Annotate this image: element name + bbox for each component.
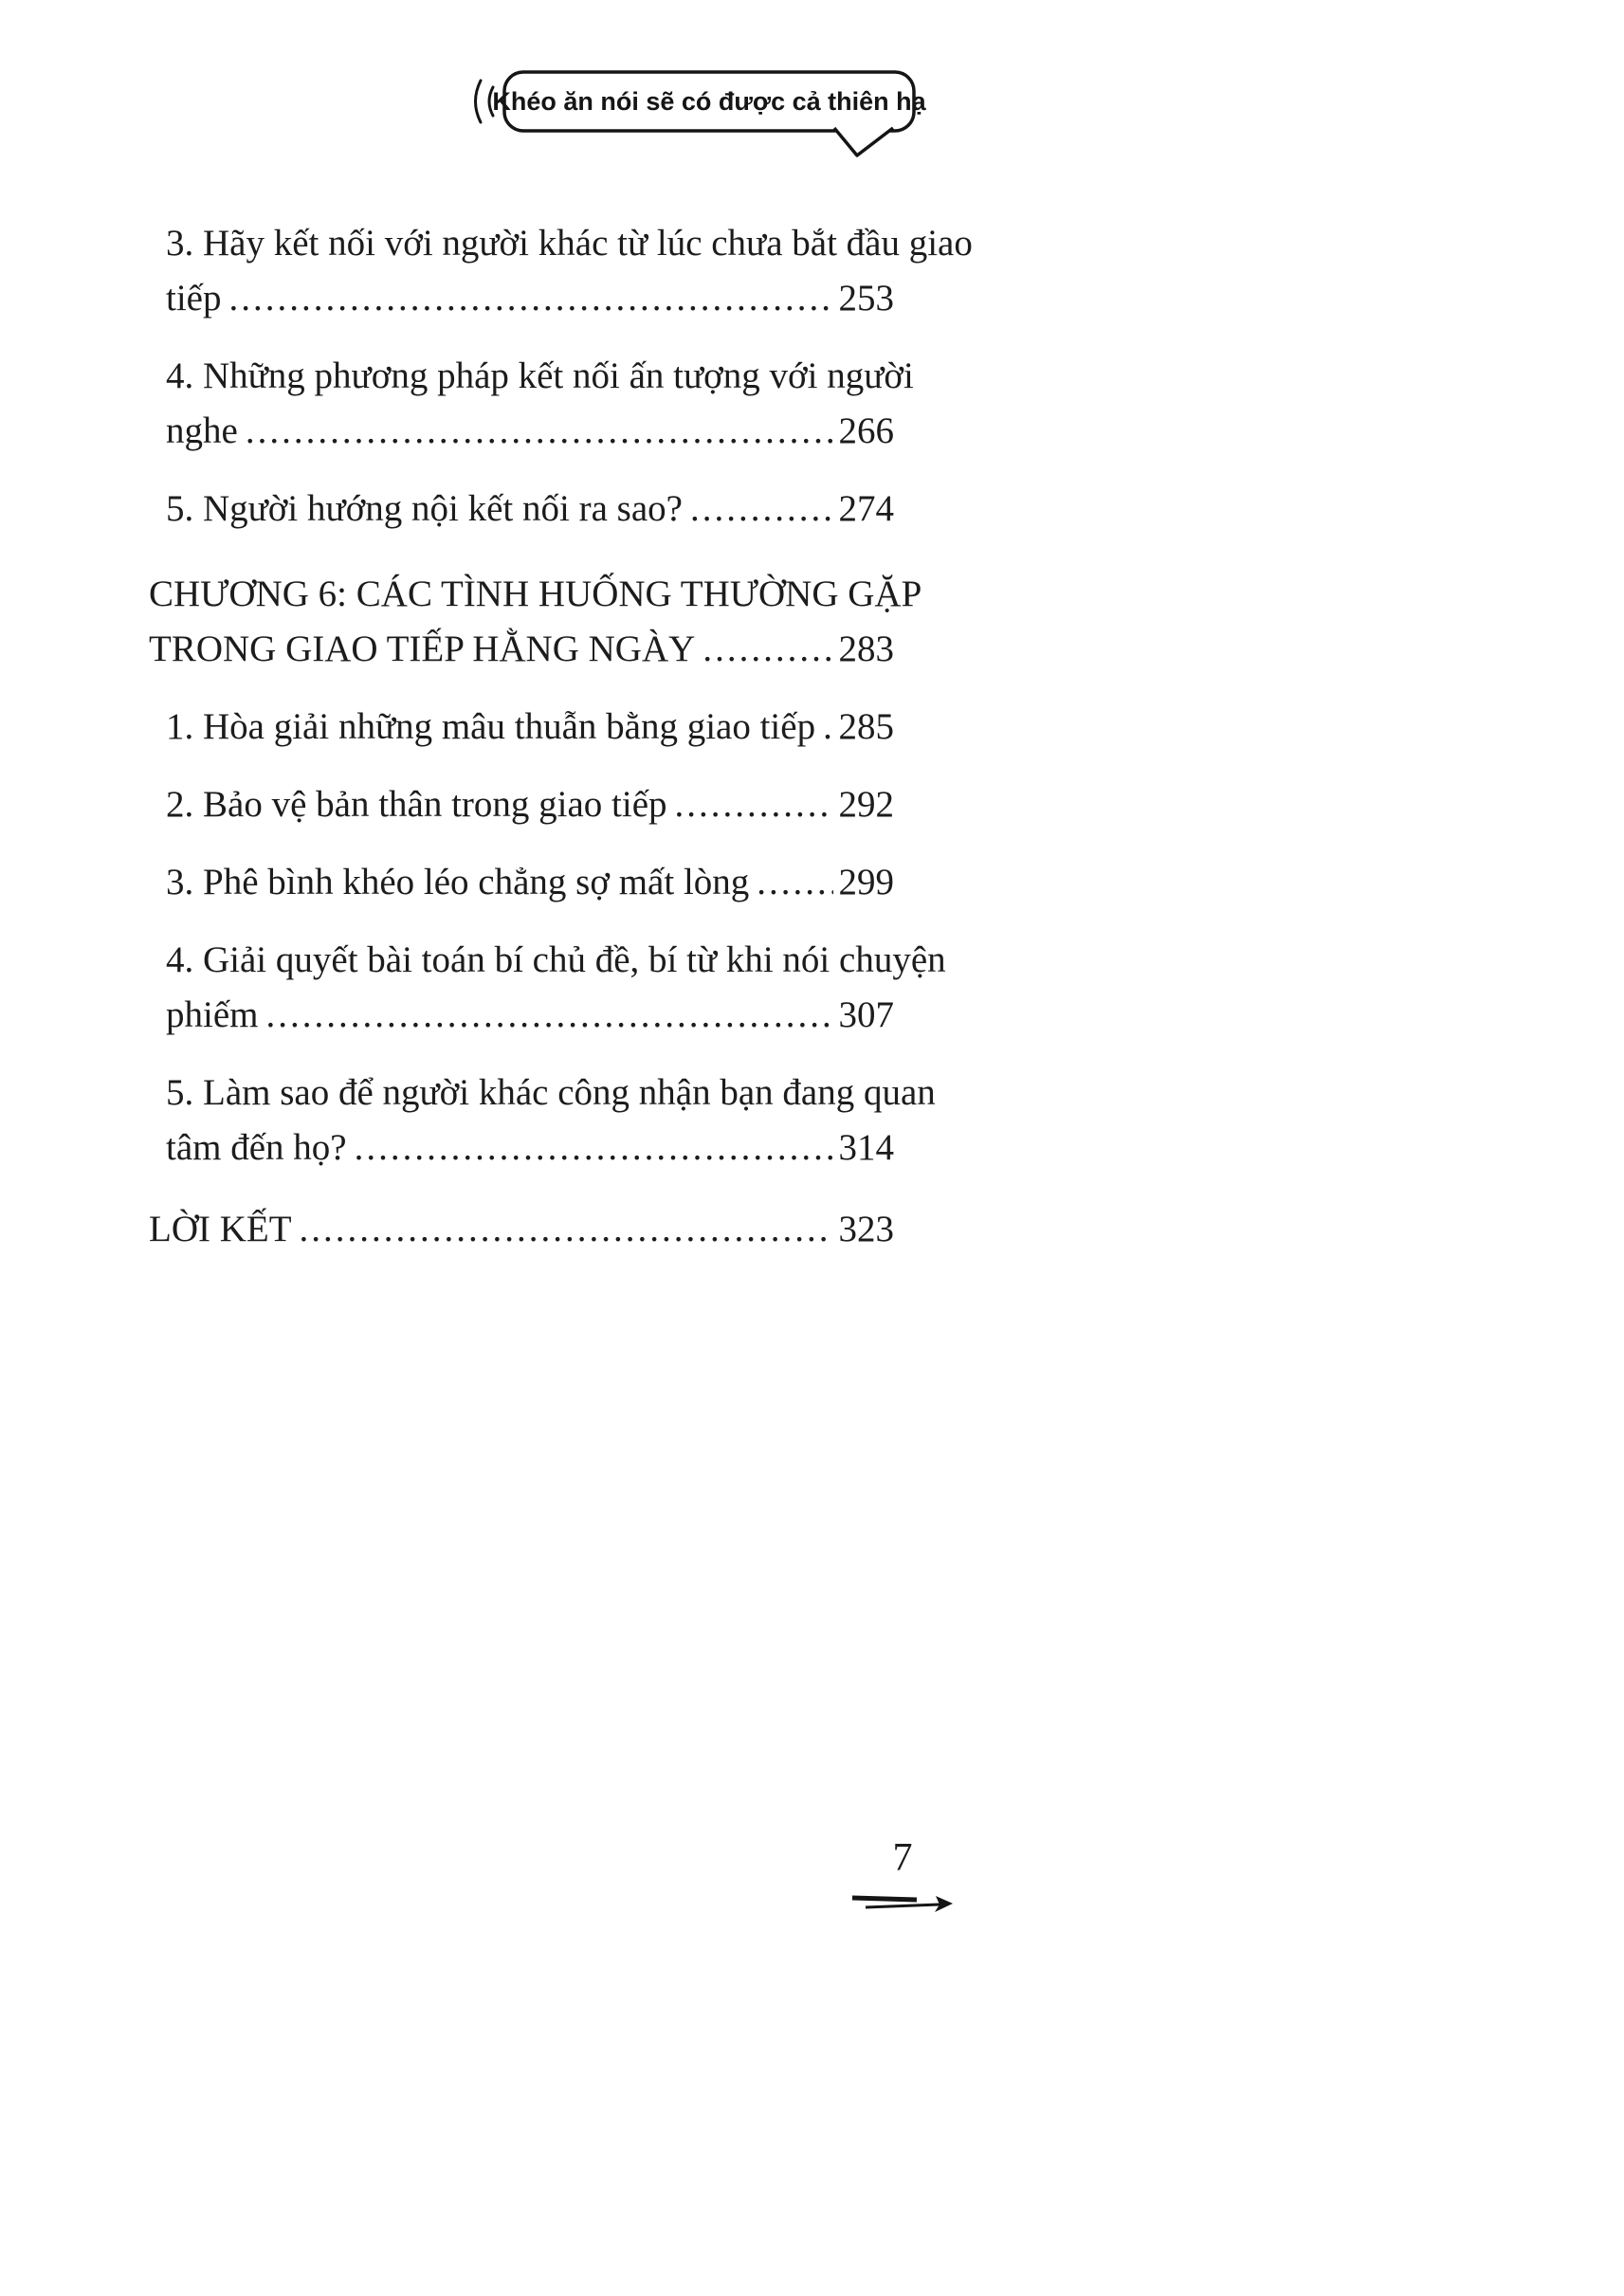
toc-section-entry	[149, 1202, 894, 1257]
toc-entry-text: 2. Bảo vệ bản thân trong giao tiếp	[166, 784, 667, 825]
dot-leader	[265, 988, 832, 1043]
toc-page-number: 299	[838, 862, 894, 902]
toc-chapter-entry	[149, 567, 922, 677]
dot-leader	[823, 700, 832, 755]
toc-entry-text: tiếp	[166, 278, 222, 319]
toc-page-number: 307	[838, 994, 894, 1035]
toc-page-number: 253	[838, 278, 894, 319]
toc-page-number: 283	[838, 629, 894, 669]
toc-entry-text: 3. Phê bình khéo léo chẳng sợ mất lòng	[166, 862, 750, 902]
dot-leader	[228, 271, 832, 326]
quote-arc-outer-icon	[476, 81, 482, 122]
toc-entry-text: CHƯƠNG 6: CÁC TÌNH HUỐNG THƯỜNG GẶP	[149, 574, 922, 614]
dot-leader	[757, 855, 832, 910]
toc-page-number: 323	[838, 1209, 894, 1249]
toc-page-number: 292	[838, 784, 894, 825]
toc-entry	[149, 482, 894, 537]
toc-page-number: 285	[838, 706, 894, 747]
toc-entry-text: 4. Giải quyết bài toán bí chủ đề, bí từ khi nói chuyện	[166, 939, 946, 980]
toc-page-number: 266	[838, 410, 894, 451]
header-speech-bubble	[465, 66, 924, 163]
dot-leader	[300, 1202, 833, 1257]
toc-entry	[149, 349, 914, 459]
toc-entry-text: TRONG GIAO TIẾP HẰNG NGÀY	[149, 629, 696, 669]
dot-leader	[355, 1121, 833, 1175]
toc-entry	[149, 855, 894, 910]
toc-entry-text: tâm đến họ?	[166, 1127, 347, 1168]
toc-entry-text: LỜI KẾT	[149, 1209, 292, 1249]
toc-entry	[149, 933, 946, 1043]
dot-leader	[690, 482, 833, 537]
toc-page-number: 274	[838, 488, 894, 529]
dot-leader	[675, 777, 833, 832]
running-head-title: Khéo ăn nói sẽ có được cả thiên hạ	[492, 86, 926, 116]
speech-bubble-tail-icon	[834, 128, 893, 155]
toc-entry-text: 3. Hãy kết nối với người khác từ lúc chưa bắt đầu giao	[166, 223, 973, 264]
toc-entry	[149, 1066, 936, 1175]
page-number: 7	[892, 1836, 913, 1880]
toc-entry	[149, 777, 894, 832]
toc-entry-text: 5. Làm sao để người khác công nhận bạn đang quan	[166, 1072, 936, 1113]
dot-leader	[246, 404, 833, 459]
toc-entry-text: 5. Người hướng nội kết nối ra sao?	[166, 488, 683, 529]
toc-entry	[149, 700, 894, 755]
toc-entry-text: nghe	[166, 410, 238, 451]
toc-entry	[149, 216, 973, 326]
toc-entry-text: 1. Hòa giải những mâu thuẫn bằng giao tiếp	[166, 706, 816, 747]
table-of-contents	[149, 216, 973, 1280]
toc-entry-text: phiếm	[166, 994, 259, 1035]
dot-leader	[703, 622, 832, 677]
right-arrow-icon	[850, 1886, 955, 1917]
toc-entry-text: 4. Những phương pháp kết nối ấn tượng với người	[166, 355, 914, 396]
toc-page-number: 314	[838, 1127, 894, 1168]
